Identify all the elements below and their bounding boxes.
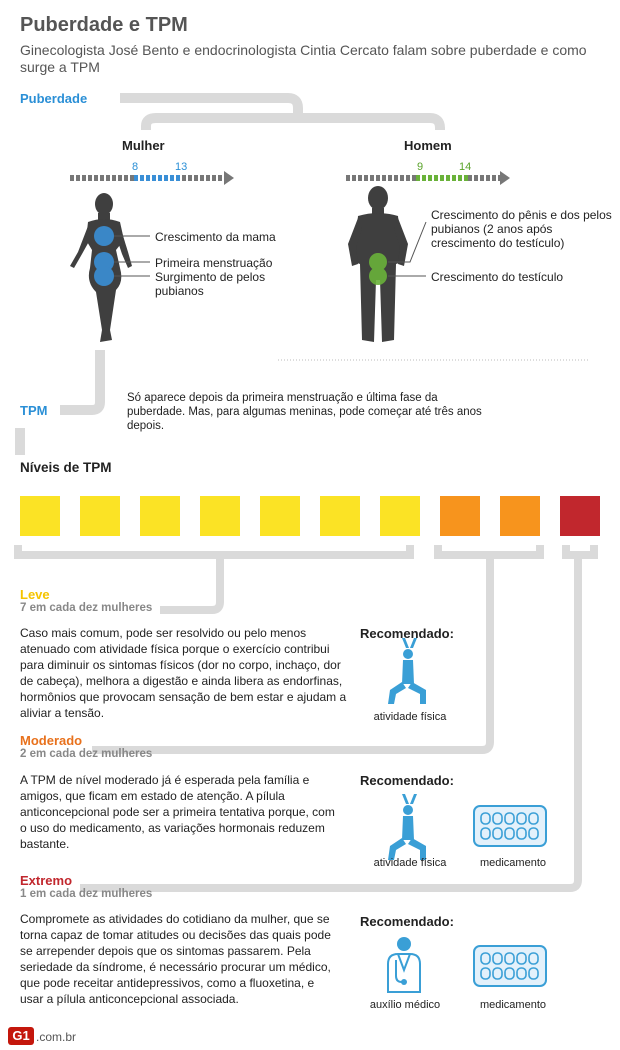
g1-logo[interactable]: G1 <box>8 1027 34 1045</box>
footer-domain: .com.br <box>36 1030 77 1044</box>
niveis-label: Níveis de TPM <box>20 460 112 475</box>
level-extremo-recommended: Recomendado: <box>360 914 454 929</box>
homem-age-end: 14 <box>459 161 472 173</box>
tpm-description: Só aparece depois da primeira menstruação e última fase da puberdade. Mas, para algumas meninas, pode começar até três anos depois. <box>127 392 482 432</box>
mulher-markers <box>94 226 114 286</box>
level-extremo-name: Extremo <box>20 873 73 888</box>
mulher-age-start: 8 <box>132 161 139 173</box>
level-square <box>20 496 60 536</box>
level-square <box>200 496 240 536</box>
level-moderado-rec-atividade: atividade física <box>373 857 447 869</box>
homem-label: Homem <box>404 138 452 153</box>
level-square <box>80 496 120 536</box>
homem-age-start: 9 <box>417 161 424 173</box>
pill-pack-icon <box>474 946 546 986</box>
level-leve-recommended: Recomendado: <box>360 626 454 641</box>
doctor-icon <box>388 937 420 992</box>
homem-item-testiculo: Crescimento do testículo <box>431 270 564 284</box>
pill-pack-icon <box>474 806 546 846</box>
level-square <box>500 496 540 536</box>
puberdade-label: Puberdade <box>20 91 88 106</box>
level-leve-text: Caso mais comum, pode ser resolvido ou pelo menos atenuado com atividade física porque o exercício contribui para diminuir os sintomas físicos (dor no corpo, inchaço, dor de cabeça), melhora a digestão e ainda libera as endorfinas, hormônios que provocam sensação de bem estar e ajudam a aliviar a tensão. <box>20 626 347 720</box>
level-square <box>140 496 180 536</box>
mulher-item-menstruacao: Primeira menstruação <box>155 256 273 270</box>
mulher-item-mama: Crescimento da mama <box>155 230 276 244</box>
level-moderado-text: A TPM de nível moderado já é esperada pela família e amigos, que ficam em estado de atenção. A pílula anticoncepcional pode ser a primeira tentativa porque, com o uso do medicamento, as variações hormonais reduzem bastante. <box>20 773 335 851</box>
mulher-label: Mulher <box>122 138 165 153</box>
level-moderado-rec-medicamento: medicamento <box>479 857 547 869</box>
mulher-age-timeline <box>70 171 234 185</box>
puberdade-connector <box>120 98 440 130</box>
level-extremo-text: Compromete as atividades do cotidiano da mulher, que se torna capaz de tomar atitudes ou decisões das quais pode se arrepender depois que os sintomas passarem. Pela seriedade da síndrome, é necessário procurar um médico, que pode receitar antidepressivos, como a fluoxetina, e usar a pílula anticoncepcional associada. <box>20 912 331 1006</box>
mulher-age-end: 13 <box>175 161 188 173</box>
level-square <box>380 496 420 536</box>
level-square <box>560 496 600 536</box>
level-leve-frequency: 7 em cada dez mulheres <box>20 602 153 614</box>
level-extremo-rec-medico: auxílio médico <box>369 999 441 1011</box>
page-title: Puberdade e TPM <box>20 14 188 36</box>
mulher-item-pelos: Surgimento de pelos pubianos <box>155 270 266 298</box>
level-moderado-frequency: 2 em cada dez mulheres <box>20 748 153 760</box>
level-leve-name: Leve <box>20 587 50 602</box>
homem-item-penis: Crescimento do pênis e dos pelos pubianos (2 anos após crescimento do testículo) <box>431 208 612 250</box>
page-subtitle: Ginecologista José Bento e endocrinologista Cintia Cercato falam sobre puberdade e como surge a TPM <box>20 42 587 75</box>
level-square <box>260 496 300 536</box>
level-extremo-rec-medicamento: medicamento <box>479 999 547 1011</box>
homem-age-timeline <box>346 171 510 185</box>
level-moderado-recommended: Recomendado: <box>360 773 454 788</box>
level-leve-rec-atividade: atividade física <box>373 711 447 723</box>
tpm-label: TPM <box>20 403 48 418</box>
level-square <box>440 496 480 536</box>
level-moderado-name: Moderado <box>20 733 83 748</box>
exercise-icon <box>388 794 426 860</box>
exercise-icon <box>388 638 426 704</box>
level-square <box>320 496 360 536</box>
level-extremo-frequency: 1 em cada dez mulheres <box>20 888 153 900</box>
